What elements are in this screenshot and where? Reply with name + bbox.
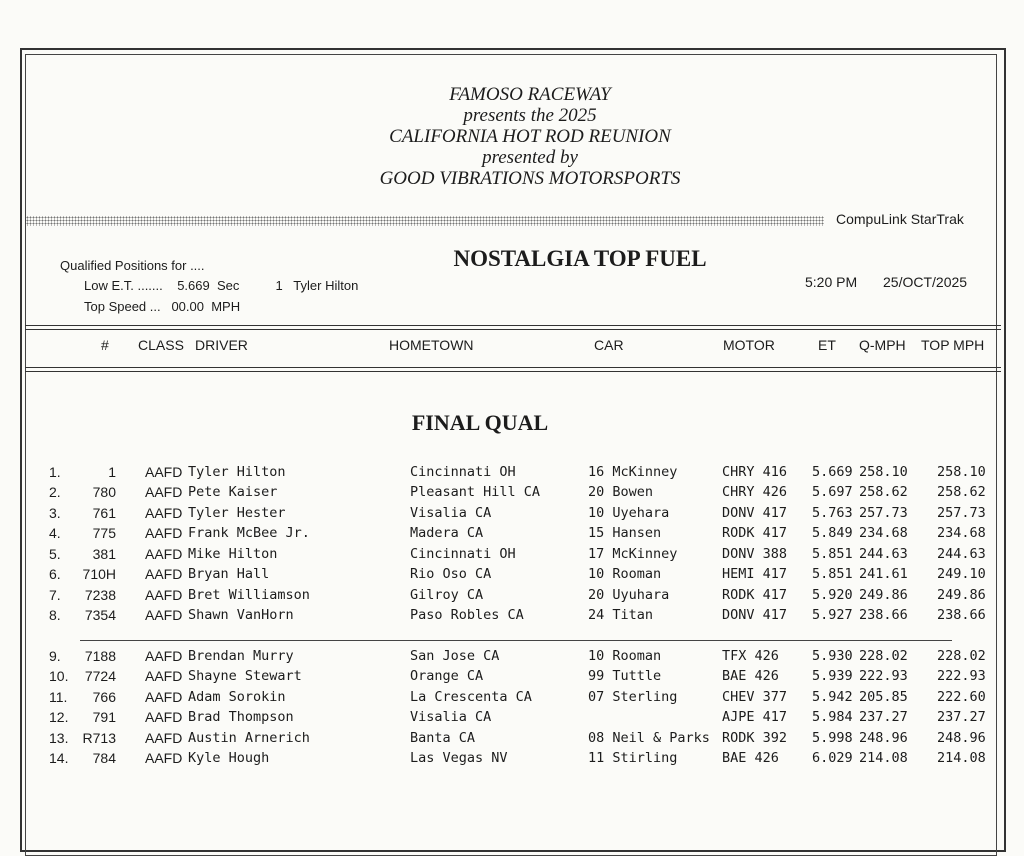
cell-class: AAFD [145, 505, 183, 521]
cell-car: 10 Rooman [588, 566, 662, 582]
cell-driver: Austin Arnerich [188, 730, 310, 746]
cell-number: 780 [92, 484, 116, 500]
cell-qmph: 244.63 [859, 546, 908, 562]
cell-driver: Tyler Hester [188, 505, 286, 521]
cell-class: AAFD [145, 525, 183, 541]
cell-driver: Brad Thompson [188, 709, 294, 725]
cell-class: AAFD [145, 464, 183, 480]
cell-driver: Kyle Hough [188, 750, 270, 766]
cell-class: AAFD [145, 566, 183, 582]
cell-et: 5.697 [812, 484, 853, 500]
col-header-motor: MOTOR [723, 337, 775, 353]
cell-driver: Tyler Hilton [188, 464, 286, 480]
cell-car: 17 McKinney [588, 546, 678, 562]
cell-number: 7188 [84, 648, 116, 664]
cell-motor: CHRY 426 [722, 484, 788, 500]
cell-car: 20 Bowen [588, 484, 654, 500]
cell-hometown: Visalia CA [410, 709, 492, 725]
table-row [0, 646, 1024, 666]
cell-et: 5.984 [812, 709, 853, 725]
cell-hometown: Visalia CA [410, 505, 492, 521]
cell-car: 08 Neil & Parks [588, 730, 710, 746]
table-row [0, 544, 1024, 564]
cell-class: AAFD [145, 546, 183, 562]
cell-number: 381 [92, 546, 116, 562]
cell-hometown: Cincinnati OH [410, 464, 516, 480]
table-row [0, 462, 1024, 482]
cell-qmph: 205.85 [859, 689, 908, 705]
cell-hometown: Madera CA [410, 525, 484, 541]
cell-et: 5.942 [812, 689, 853, 705]
table-row [0, 523, 1024, 543]
cell-et: 5.851 [812, 546, 853, 562]
table-row [0, 687, 1024, 707]
cell-number: 784 [92, 750, 116, 766]
table-row [0, 605, 1024, 625]
cell-position: 12. [49, 709, 69, 725]
cell-number: 710H [82, 566, 116, 582]
cell-topmph: 222.60 [937, 689, 986, 705]
cell-position: 9. [49, 648, 61, 664]
qualified-label: Qualified Positions for .... [60, 258, 205, 273]
report-date: 25/OCT/2025 [883, 274, 968, 290]
report-time: 5:20 PM [805, 274, 858, 290]
cell-et: 5.927 [812, 607, 853, 623]
cell-et: 5.849 [812, 525, 853, 541]
cell-qmph: 258.62 [859, 484, 908, 500]
cell-number: 7238 [84, 587, 116, 603]
cell-class: AAFD [145, 484, 183, 500]
cell-position: 7. [49, 587, 61, 603]
table-row [0, 503, 1024, 523]
cell-motor: DONV 388 [722, 546, 788, 562]
cell-et: 5.763 [812, 505, 853, 521]
cell-qmph: 257.73 [859, 505, 908, 521]
cell-et: 5.669 [812, 464, 853, 480]
cell-driver: Adam Sorokin [188, 689, 286, 705]
cell-motor: RODK 417 [722, 525, 788, 541]
header-line-event: CALIFORNIA HOT ROD REUNION [389, 126, 671, 147]
cell-hometown: La Crescenta CA [410, 689, 532, 705]
cell-motor: DONV 417 [722, 505, 788, 521]
cell-motor: TFX 426 [722, 648, 779, 664]
cell-number: 761 [92, 505, 116, 521]
cell-motor: BAE 426 [722, 750, 779, 766]
top-speed-line: Top Speed ... 00.00 MPH [84, 299, 241, 314]
low-et-line: Low E.T. ....... 5.669 Sec 1 Tyler Hilton [84, 278, 359, 293]
cell-car: 15 Hansen [588, 525, 662, 541]
cell-topmph: 228.02 [937, 648, 986, 664]
group-divider [80, 640, 952, 641]
cell-driver: Shayne Stewart [188, 668, 302, 684]
col-header-class: CLASS [138, 337, 184, 353]
cell-car: 20 Uyuhara [588, 587, 670, 603]
table-row [0, 585, 1024, 605]
cell-position: 1. [49, 464, 61, 480]
cell-hometown: Pleasant Hill CA [410, 484, 541, 500]
cell-topmph: 248.96 [937, 730, 986, 746]
cell-motor: RODK 417 [722, 587, 788, 603]
cell-hometown: Gilroy CA [410, 587, 484, 603]
table-row [0, 728, 1024, 748]
cell-topmph: 238.66 [937, 607, 986, 623]
cell-topmph: 237.27 [937, 709, 986, 725]
cell-topmph: 258.10 [937, 464, 986, 480]
cell-class: AAFD [145, 607, 183, 623]
cell-driver: Frank McBee Jr. [188, 525, 310, 541]
cell-topmph: 258.62 [937, 484, 986, 500]
cell-driver: Pete Kaiser [188, 484, 278, 500]
timing-system-label: CompuLink StarTrak [836, 211, 964, 227]
cell-et: 5.939 [812, 668, 853, 684]
cell-motor: RODK 392 [722, 730, 788, 746]
cell-topmph: 214.08 [937, 750, 986, 766]
cell-qmph: 258.10 [859, 464, 908, 480]
cell-qmph: 222.93 [859, 668, 908, 684]
cell-number: 7354 [84, 607, 116, 623]
cell-car: 10 Rooman [588, 648, 662, 664]
cell-driver: Bryan Hall [188, 566, 270, 582]
cell-hometown: Las Vegas NV [410, 750, 508, 766]
cell-motor: AJPE 417 [722, 709, 788, 725]
cell-car: 24 Titan [588, 607, 654, 623]
cell-qmph: 249.86 [859, 587, 908, 603]
cell-qmph: 238.66 [859, 607, 908, 623]
cell-motor: DONV 417 [722, 607, 788, 623]
cell-class: AAFD [145, 709, 183, 725]
cell-hometown: Paso Robles CA [410, 607, 524, 623]
col-header-et: ET [818, 337, 836, 353]
cell-hometown: Cincinnati OH [410, 546, 516, 562]
col-header-num: # [101, 337, 109, 353]
cell-qmph: 228.02 [859, 648, 908, 664]
cell-class: AAFD [145, 587, 183, 603]
cell-position: 14. [49, 750, 69, 766]
col-header-qmph: Q-MPH [859, 337, 906, 353]
header-line-venue: FAMOSO RACEWAY [449, 84, 611, 105]
cell-hometown: Rio Oso CA [410, 566, 492, 582]
cell-position: 11. [49, 689, 68, 705]
table-row [0, 666, 1024, 686]
cell-motor: CHRY 416 [722, 464, 788, 480]
cell-qmph: 241.61 [859, 566, 908, 582]
cell-et: 5.920 [812, 587, 853, 603]
cell-position: 8. [49, 607, 61, 623]
cell-driver: Brendan Murry [188, 648, 294, 664]
cell-position: 13. [49, 730, 69, 746]
cell-position: 5. [49, 546, 61, 562]
cell-et: 5.930 [812, 648, 853, 664]
col-header-topmph: TOP MPH [921, 337, 985, 353]
cell-hometown: Banta CA [410, 730, 476, 746]
cell-position: 3. [49, 505, 61, 521]
cell-et: 5.851 [812, 566, 853, 582]
header-line-presented-by: presented by [482, 147, 578, 168]
cell-motor: BAE 426 [722, 668, 779, 684]
table-row [0, 707, 1024, 727]
cell-hometown: Orange CA [410, 668, 484, 684]
cell-topmph: 249.10 [937, 566, 986, 582]
cell-driver: Bret Williamson [188, 587, 310, 603]
cell-position: 2. [49, 484, 61, 500]
section-title: FINAL QUAL [411, 410, 549, 435]
cell-class: AAFD [145, 730, 183, 746]
cell-topmph: 234.68 [937, 525, 986, 541]
cell-car: 11 Stirling [588, 750, 678, 766]
table-row [0, 482, 1024, 502]
cell-number: 766 [92, 689, 116, 705]
cell-qmph: 214.08 [859, 750, 908, 766]
cell-car: 07 Sterling [588, 689, 678, 705]
cell-et: 5.998 [812, 730, 853, 746]
cell-number: 791 [92, 709, 116, 725]
cell-topmph: 244.63 [937, 546, 986, 562]
cell-qmph: 237.27 [859, 709, 908, 725]
cell-topmph: 257.73 [937, 505, 986, 521]
cell-number: 7724 [84, 668, 116, 684]
header-line-presents: presents the 2025 [463, 105, 597, 126]
cell-class: AAFD [145, 668, 183, 684]
cell-class: AAFD [145, 750, 183, 766]
cell-hometown: San Jose CA [410, 648, 500, 664]
cell-position: 4. [49, 525, 61, 541]
col-header-hometown: HOMETOWN [389, 337, 474, 353]
cell-class: AAFD [145, 689, 183, 705]
table-row [0, 748, 1024, 768]
cell-qmph: 248.96 [859, 730, 908, 746]
cell-number: 1 [108, 464, 116, 480]
cell-class: AAFD [145, 648, 183, 664]
cell-motor: CHEV 377 [722, 689, 788, 705]
cell-car: 16 McKinney [588, 464, 678, 480]
cell-et: 6.029 [812, 750, 853, 766]
cell-car: 99 Tuttle [588, 668, 662, 684]
col-header-driver: DRIVER [195, 337, 248, 353]
cell-car: 10 Uyehara [588, 505, 670, 521]
cell-driver: Mike Hilton [188, 546, 278, 562]
col-header-car: CAR [594, 337, 624, 353]
cell-position: 10. [49, 668, 69, 684]
table-row [0, 564, 1024, 584]
cell-qmph: 234.68 [859, 525, 908, 541]
cell-driver: Shawn VanHorn [188, 607, 294, 623]
cell-topmph: 222.93 [937, 668, 986, 684]
cell-number: 775 [92, 525, 116, 541]
header-line-sponsor: GOOD VIBRATIONS MOTORSPORTS [379, 168, 681, 189]
class-title: NOSTALGIA TOP FUEL [453, 246, 707, 271]
cell-position: 6. [49, 566, 61, 582]
cell-topmph: 249.86 [937, 587, 986, 603]
cell-number: R713 [82, 730, 116, 746]
cell-motor: HEMI 417 [722, 566, 788, 582]
